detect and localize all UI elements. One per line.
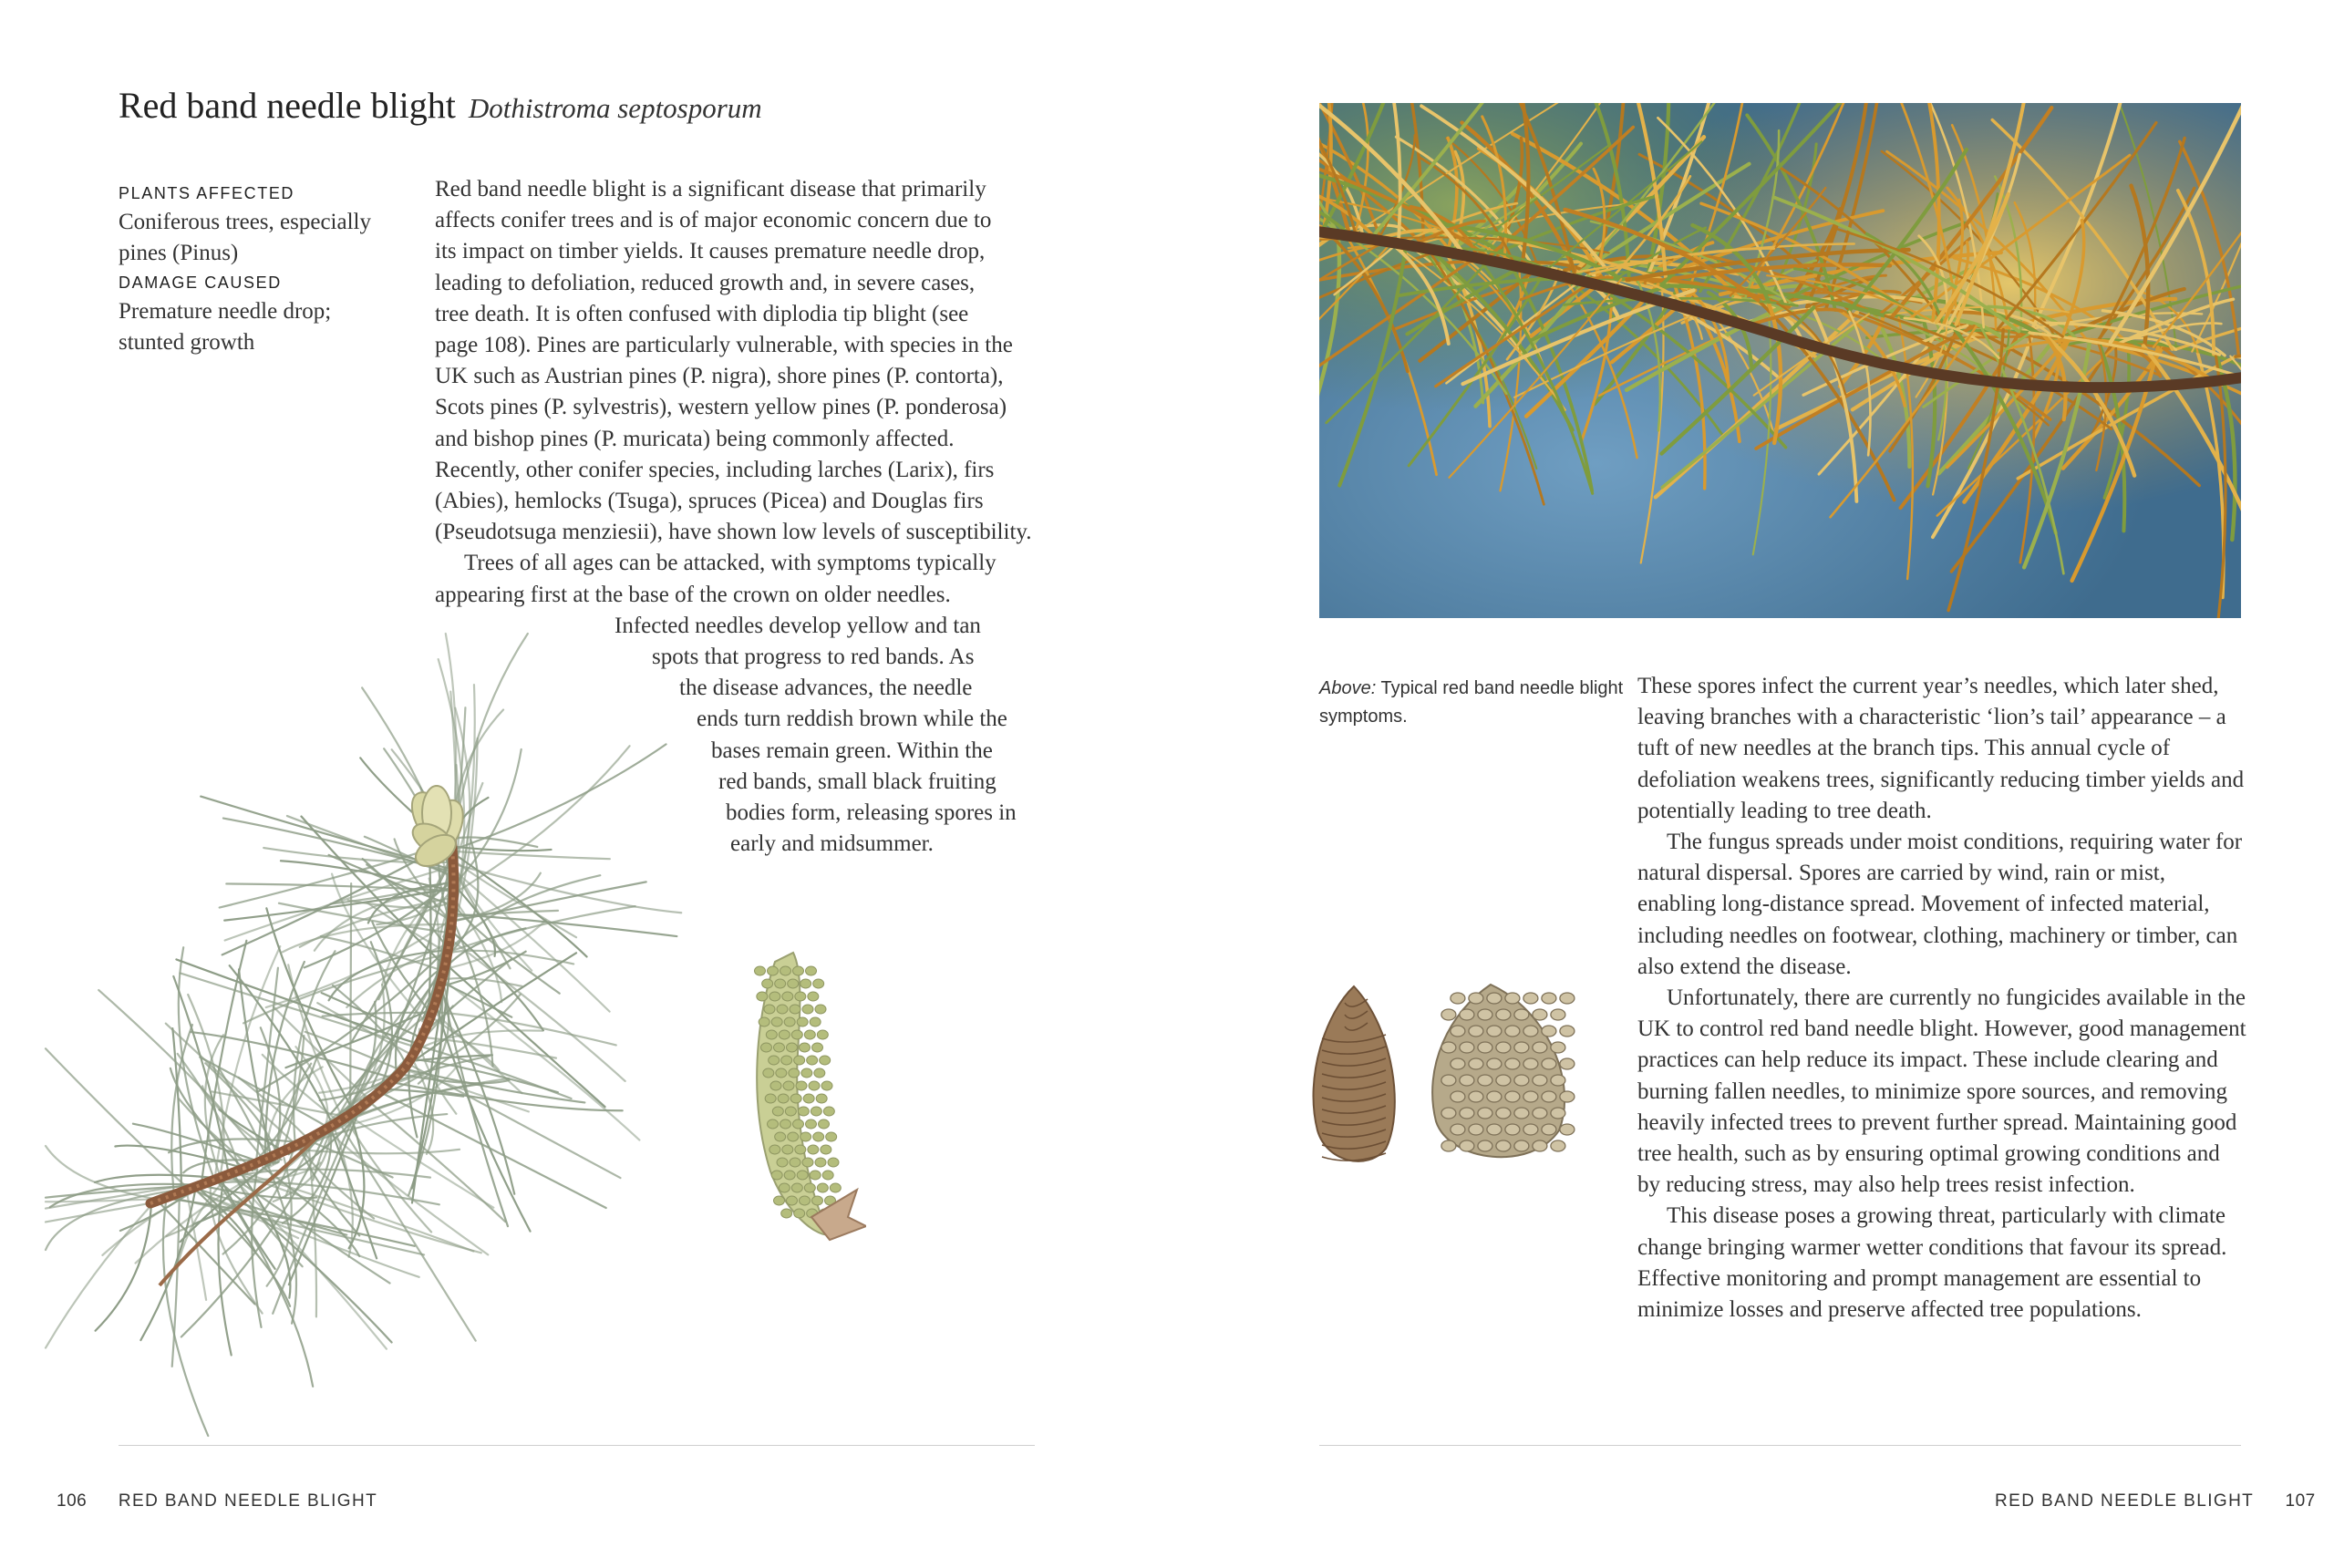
running-head: RED BAND NEEDLE BLIGHT [118, 1491, 378, 1511]
cone-bud [822, 1171, 833, 1180]
right-footer [1995, 1491, 2316, 1511]
cone-bud [804, 1183, 815, 1192]
cone-scale [1542, 993, 1556, 1004]
text-line: appearing first at the base of the crown on older needles. [435, 582, 951, 607]
cone-scale [1451, 1026, 1465, 1037]
cone-bud [820, 1056, 831, 1065]
cone-scale [1469, 1026, 1483, 1037]
cone-bud [784, 1017, 795, 1026]
cone-scale [1496, 1075, 1511, 1086]
cone-bud [779, 1030, 790, 1039]
body-paragraph: These spores infect the current year’s needles, which later shed, leaving branches with a characteristic ‘lion’s tail’ appearance – a tuft of new needles at the branch tips. This annual cycle of defoliation weakens trees, significantly reducing timber yields and potentially leading to tree death. [1637, 674, 2245, 823]
text-line: early and midsummer. [730, 831, 934, 857]
cone-bud [764, 1005, 775, 1014]
cone-bud [762, 979, 773, 988]
text-line: and bishop pines (P. muricata) being commonly affected. [435, 426, 955, 451]
male-cone-illustration [720, 944, 866, 1253]
cone-bud [801, 1068, 812, 1078]
cone-bud [800, 1196, 811, 1205]
page-number: 106 [57, 1491, 88, 1511]
right-body-text [1637, 671, 2246, 1326]
cone-bud [789, 1068, 800, 1078]
cone-bud [800, 1043, 811, 1052]
pine-needle [324, 1128, 488, 1254]
cone-scale [1560, 1058, 1575, 1069]
page-number: 107 [2285, 1491, 2316, 1511]
cone-scale [1560, 993, 1575, 1004]
cone-scale [1560, 1124, 1575, 1135]
cone-scale [1542, 1058, 1556, 1069]
cone-bud [759, 1017, 769, 1026]
cone-bud [780, 1119, 791, 1129]
pine-cones-illustration [1286, 975, 1586, 1176]
cone-bud [802, 1158, 813, 1167]
cone-bud [772, 1107, 783, 1116]
cone-bud [817, 1030, 828, 1039]
text-line: the disease advances, the needle [679, 676, 973, 701]
cone-scale [1505, 1058, 1520, 1069]
cone-scale [1460, 1075, 1474, 1086]
cone-bud [800, 979, 811, 988]
cone-bud [795, 1145, 806, 1154]
cone-bud [768, 966, 779, 975]
cone-scale [1496, 1140, 1511, 1151]
cone-bud [785, 1107, 796, 1116]
cone-bud [790, 1158, 800, 1167]
cone-scale [1496, 1108, 1511, 1119]
cone-scale [1533, 1075, 1547, 1086]
text-line: bases remain green. Within the [711, 738, 993, 763]
cone-bud [798, 1107, 809, 1116]
cone-bud [807, 1056, 818, 1065]
plants-affected-text [119, 207, 401, 269]
cone-scale [1523, 1058, 1538, 1069]
cone-bud [797, 1017, 808, 1026]
cone-bud [791, 1183, 802, 1192]
cone-scale [1487, 1058, 1502, 1069]
cone-bud [830, 1183, 841, 1192]
cone-bud [802, 1005, 813, 1014]
cone-bud [810, 1017, 821, 1026]
cone-bud [788, 979, 799, 988]
text-line: Recently, other conifer species, including larches (Larix), firs [435, 457, 995, 482]
cone-bud [768, 1119, 779, 1129]
cone-scale [1514, 1075, 1529, 1086]
cone-bud [763, 1068, 774, 1078]
text-line: its impact on timber yields. It causes premature needle drop, [435, 239, 986, 264]
cone-bud [815, 1158, 826, 1167]
pine-needle [455, 914, 676, 936]
cone-scale [1542, 1091, 1556, 1102]
pine-needle [448, 875, 600, 952]
damage-caused-text [119, 296, 401, 358]
cone-bud [771, 1017, 782, 1026]
footer-rule [1319, 1445, 2241, 1446]
cone-bud [817, 1183, 828, 1192]
pine-needle [46, 1048, 191, 1191]
cone-scale [1487, 1091, 1502, 1102]
cone-bud [808, 1145, 819, 1154]
pine-needle [452, 863, 681, 913]
cone-scale [1460, 1140, 1474, 1151]
cone-scale [1478, 1140, 1492, 1151]
cone-bud [793, 966, 804, 975]
cone-scale [1478, 1042, 1492, 1053]
sidebar-line: pines (Pinus) [119, 241, 239, 265]
cone-scale [1487, 1124, 1502, 1135]
cone-scale [1441, 1140, 1456, 1151]
cone-scale [1551, 1075, 1565, 1086]
cone-bud [811, 1107, 821, 1116]
sidebar-line: Coniferous trees, especially [119, 210, 371, 234]
pine-needle-photo [1319, 103, 2241, 618]
cone-scale [1523, 1091, 1538, 1102]
text-line: ends turn reddish brown while the [697, 707, 1007, 732]
cone-bud [823, 1107, 834, 1116]
running-head: RED BAND NEEDLE BLIGHT [1995, 1491, 2254, 1511]
cone-bud [787, 1043, 798, 1052]
cone-scale [1441, 1108, 1456, 1119]
cone-bud [795, 992, 806, 1001]
cone-bud [770, 1081, 781, 1090]
article-latin-name: Dothistroma septosporum [468, 92, 762, 124]
pine-needle [452, 941, 625, 1081]
cone-scale [1478, 1108, 1492, 1119]
cone-bud [806, 1119, 817, 1129]
cone-bud [796, 1081, 807, 1090]
pine-needle [452, 744, 666, 850]
cone-scale [1496, 1009, 1511, 1020]
cone-scale [1551, 1140, 1565, 1151]
cone-bud [775, 979, 786, 988]
cone-scale [1469, 993, 1483, 1004]
cone-bud [816, 1094, 827, 1103]
cone-bud [781, 1209, 792, 1218]
footer-rule [119, 1445, 1035, 1446]
cone-scale [1441, 1042, 1456, 1053]
body-paragraph: Unfortunately, there are currently no fungicides available in the UK to control red band needle blight. However, good management practices can help reduce its impact. These include clearing and burning fallen needles, to minimize spore sources, and removing heavily infected trees to prevent further spread. Maintaining good tree health, such as by ensuring optimal growing conditions and by reducing stress, may also help trees resist infection. [1637, 985, 2246, 1198]
cone-scale [1533, 1108, 1547, 1119]
text-line: Red band needle blight is a significant disease that primarily [435, 177, 986, 201]
cone-scale [1469, 1091, 1483, 1102]
cone-scale [1496, 1042, 1511, 1053]
cone-bud [769, 992, 780, 1001]
cone-bud [777, 1005, 788, 1014]
cone-bud [778, 1094, 789, 1103]
cone-scale [1451, 1124, 1465, 1135]
cone-bud [757, 992, 768, 1001]
cone-bud [787, 1196, 798, 1205]
cone-bud [819, 1119, 830, 1129]
cone-bud [808, 992, 819, 1001]
cone-bud [804, 1030, 815, 1039]
body-paragraph: The fungus spreads under moist conditions, requiring water for natural dispersal. Spores are carried by wind, rain or mist, enabling long-distance spread. Movement of infected material, including needles on footwear, clothing, machinery or timber, can also extend the disease. [1637, 830, 2243, 979]
cone-bud [781, 1056, 792, 1065]
cone-bud [800, 1132, 811, 1141]
caption-lead: Above: [1319, 678, 1377, 698]
cone-scale [1505, 1124, 1520, 1135]
cone-scale [1441, 1009, 1456, 1020]
cone-bud [761, 1043, 772, 1052]
text-line: affects conifer trees and is of major economic concern due to [435, 208, 992, 233]
sidebar-line: Premature needle drop; [119, 299, 332, 324]
pine-needle [456, 882, 646, 921]
cone-bud [769, 1056, 780, 1065]
cone-bud [774, 1196, 785, 1205]
cone-bud [812, 1196, 823, 1205]
pine-needle [439, 976, 639, 1140]
cone-bud [771, 1171, 782, 1180]
fact-sidebar [119, 180, 401, 358]
cone-bud [797, 1171, 808, 1180]
cone-bud [813, 1132, 824, 1141]
cone-scale [1542, 1124, 1556, 1135]
cone-scale [1533, 1009, 1547, 1020]
cone-scale [1523, 993, 1538, 1004]
text-line: bodies form, releasing spores in [726, 800, 1017, 826]
cone-scale [1441, 1075, 1456, 1086]
cone-bud [806, 966, 817, 975]
cone-bud [790, 1094, 801, 1103]
cone-scale [1542, 1026, 1556, 1037]
cone-scale [1505, 1026, 1520, 1037]
cone-bud [793, 1119, 804, 1129]
text-line: Trees of all ages can be attacked, with symptoms typically [464, 551, 997, 576]
cone-bud [766, 1030, 777, 1039]
cone-bud [794, 1056, 805, 1065]
cone-scale [1460, 1108, 1474, 1119]
cone-bud [777, 1158, 788, 1167]
left-footer [57, 1491, 377, 1511]
cone-bud [783, 1081, 794, 1090]
cone-bud [775, 1132, 786, 1141]
cone-scale [1523, 1026, 1538, 1037]
text-line: Scots pines (P. sylvestris), western yellow pines (P. ponderosa) [435, 395, 1007, 420]
cone-scale [1451, 993, 1465, 1004]
cone-bud [814, 1068, 825, 1078]
text-line: (Abies), hemlocks (Tsuga), spruces (Picea) and Douglas firs [435, 489, 984, 514]
body-paragraph: This disease poses a growing threat, particularly with climate change bringing warmer wetter conditions that favour its spread. Effective monitoring and prompt management are essential to minimize losses and preserve affected tree populations. [1637, 1203, 2227, 1323]
cone-bud [755, 966, 766, 975]
cone-scale [1451, 1058, 1465, 1069]
text-line: (Pseudotsuga menziesii), have shown low levels of susceptibility. [435, 520, 1032, 545]
cone-bud [780, 966, 791, 975]
cone-bud [821, 1081, 832, 1090]
text-line: page 108). Pines are particularly vulnerable, with species in the [435, 333, 1013, 358]
sidebar-line: stunted growth [119, 330, 255, 355]
cone-scale [1487, 1026, 1502, 1037]
cone-bud [765, 1094, 776, 1103]
cone-scale [1505, 1091, 1520, 1102]
text-line: spots that progress to red bands. As [652, 645, 975, 670]
cone-bud [790, 1005, 800, 1014]
text-line: tree death. It is often confused with diplodia tip blight (see [435, 301, 969, 326]
cone-bud [815, 1005, 826, 1014]
cone-bud [821, 1145, 831, 1154]
cone-scale [1560, 1026, 1575, 1037]
photo-caption [1319, 675, 1629, 731]
cone-scale [1505, 993, 1520, 1004]
cone-scale [1514, 1042, 1529, 1053]
text-line: red bands, small black fruiting [718, 769, 997, 794]
cone-scale [1551, 1108, 1565, 1119]
cone-bud [803, 1094, 814, 1103]
cone-scale [1451, 1091, 1465, 1102]
cone-bud [782, 992, 793, 1001]
cone-bud [769, 1145, 780, 1154]
cone-bud [810, 1171, 821, 1180]
damage-caused-heading: DAMAGE CAUSED [119, 273, 282, 292]
cone-bud [776, 1068, 787, 1078]
plants-affected-heading: PLANTS AFFECTED [119, 184, 295, 202]
cone-bud [782, 1145, 793, 1154]
cone-scale [1469, 1058, 1483, 1069]
cone-scale [1514, 1009, 1529, 1020]
text-line: Infected needles develop yellow and tan [614, 613, 981, 638]
cone-bud [826, 1132, 837, 1141]
cone-bud [774, 1043, 785, 1052]
cone-scale [1478, 1075, 1492, 1086]
cone-scale [1469, 1124, 1483, 1135]
cone-scale [1478, 1009, 1492, 1020]
cone-scale [1514, 1140, 1529, 1151]
cone-scale [1460, 1042, 1474, 1053]
closed-cone [1314, 986, 1395, 1161]
open-cone [1432, 985, 1575, 1157]
cone-scale [1551, 1042, 1565, 1053]
cone-scale [1487, 993, 1502, 1004]
cone-scale [1533, 1140, 1547, 1151]
cone-scale [1533, 1042, 1547, 1053]
cone-bud [791, 1030, 802, 1039]
text-line: UK such as Austrian pines (P. nigra), shore pines (P. contorta), [435, 364, 1004, 389]
cone-bud [779, 1183, 790, 1192]
cone-bud [809, 1081, 820, 1090]
cone-bud [812, 1043, 823, 1052]
article-heading [119, 84, 762, 127]
cone-scale [1514, 1108, 1529, 1119]
caption-text: Typical red band needle blight symptoms. [1319, 678, 1624, 727]
article-title: Red band needle blight [119, 85, 456, 126]
cone-bud [813, 979, 824, 988]
cone-bud [784, 1171, 795, 1180]
cone-bud [794, 1209, 805, 1218]
cone-scale [1551, 1009, 1565, 1020]
cone-scale [1460, 1009, 1474, 1020]
cone-bud [788, 1132, 799, 1141]
cone-scale [1523, 1124, 1538, 1135]
cone-bud [828, 1158, 839, 1167]
pine-branch-illustration [41, 629, 734, 1440]
text-line: leading to defoliation, reduced growth and, in severe cases, [435, 270, 976, 295]
cone-scale [1560, 1091, 1575, 1102]
